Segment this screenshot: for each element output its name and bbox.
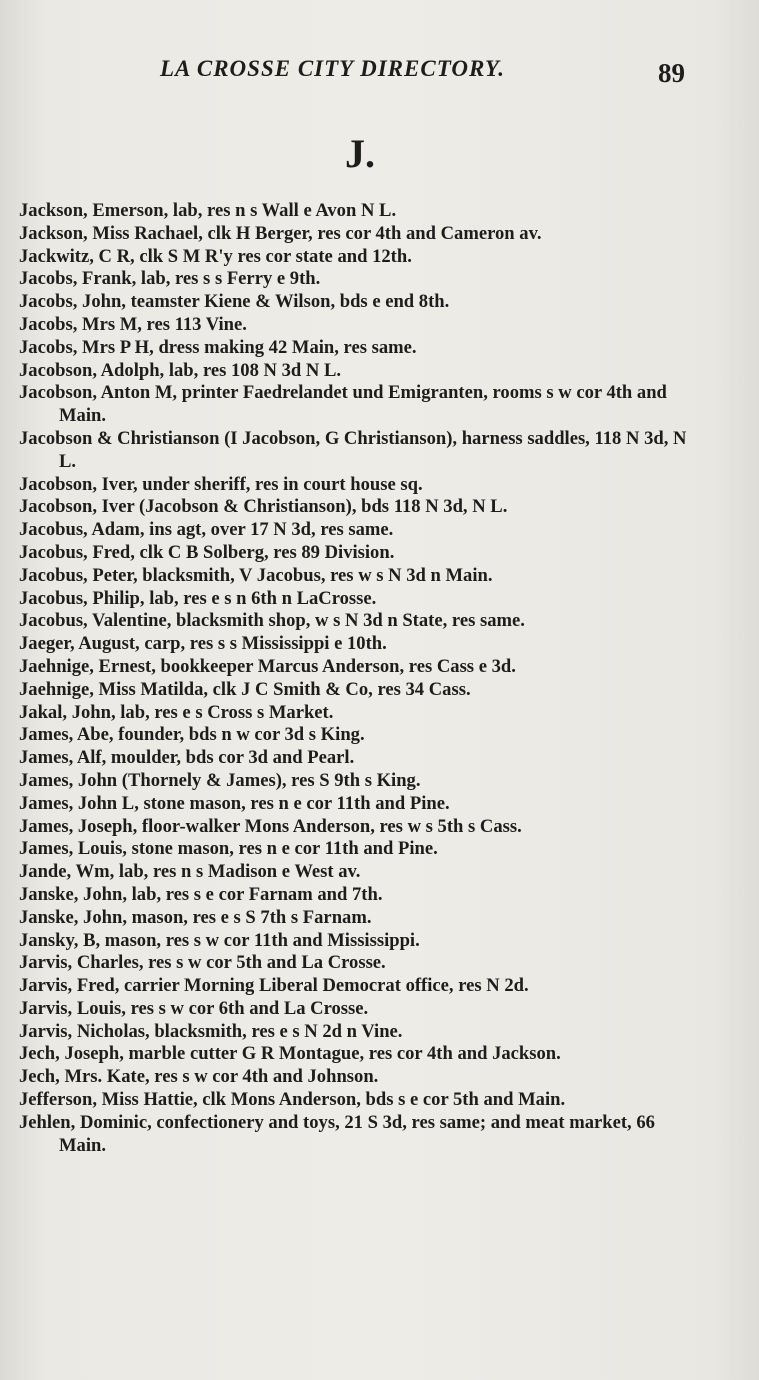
directory-entry: Jacobson, Adolph, lab, res 108 N 3d N L.	[19, 359, 342, 381]
directory-entry: Jarvis, Louis, res s w cor 6th and La Crosse.	[19, 997, 369, 1019]
directory-entry: James, Abe, founder, bds n w cor 3d s King.	[19, 724, 365, 746]
directory-entry: Jaeger, August, carp, res s s Mississippi e 10th.	[19, 633, 387, 655]
directory-entry: Jarvis, Nicholas, blacksmith, res e s N 2d n Vine.	[19, 1020, 403, 1042]
directory-entry: Jarvis, Fred, carrier Morning Liberal Democrat office, res N 2d.	[19, 975, 529, 997]
directory-entry: Jackwitz, C R, clk S M R'y res cor state and 12th.	[19, 245, 412, 267]
directory-entry: Jacobson, Iver (Jacobson & Christianson), bds 118 N 3d, N L.	[19, 496, 508, 518]
directory-entry: Jacobus, Fred, clk C B Solberg, res 89 Division.	[19, 541, 395, 563]
directory-entry: Jacobus, Philip, lab, res e s n 6th n LaCrosse.	[19, 587, 377, 609]
directory-entry: James, John L, stone mason, res n e cor 11th and Pine.	[19, 792, 450, 814]
directory-entry: Jefferson, Miss Hattie, clk Mons Anderson, bds s e cor 5th and Main.	[19, 1089, 566, 1111]
directory-entry: Jarvis, Charles, res s w cor 5th and La Crosse.	[19, 952, 386, 974]
directory-entry: Jacobson, Anton M, printer Faedrelandet und Emigranten, rooms s w cor 4th and Main.	[19, 382, 667, 427]
section-letter: J.	[345, 131, 375, 176]
page-header	[0, 56, 759, 92]
directory-entry: Jacobs, Frank, lab, res s s Ferry e 9th.	[19, 268, 321, 290]
directory-entry: Jacobus, Valentine, blacksmith shop, w s N 3d n State, res same.	[19, 610, 525, 632]
directory-entry: Jakal, John, lab, res e s Cross s Market.	[19, 701, 334, 723]
directory-entry: Janske, John, mason, res e s S 7th s Farnam.	[19, 906, 372, 928]
directory-entry: Jacobus, Peter, blacksmith, V Jacobus, res w s N 3d n Main.	[19, 564, 493, 586]
directory-entries	[19, 200, 694, 1157]
directory-entry: Jackson, Emerson, lab, res n s Wall e Avon N L.	[19, 200, 397, 221]
directory-entry: Jansky, B, mason, res s w cor 11th and Mississippi.	[19, 929, 420, 951]
directory-entry: Jaehnige, Miss Matilda, clk J C Smith & Co, res 34 Cass.	[19, 678, 471, 700]
directory-entry: Jacobs, Mrs P H, dress making 42 Main, res same.	[19, 336, 417, 358]
directory-entry: Jacobs, Mrs M, res 113 Vine.	[19, 313, 247, 335]
directory-entry: Jech, Mrs. Kate, res s w cor 4th and Johnson.	[19, 1066, 379, 1088]
directory-entry: Jackson, Miss Rachael, clk H Berger, res cor 4th and Cameron av.	[19, 222, 542, 244]
directory-entry: James, Joseph, floor-walker Mons Anderson, res w s 5th s Cass.	[19, 815, 522, 837]
directory-entry: Jaehnige, Ernest, bookkeeper Marcus Anderson, res Cass e 3d.	[19, 655, 516, 677]
directory-entry: Jehlen, Dominic, confectionery and toys, 21 S 3d, res same; and meat market, 66 Main.	[19, 1111, 655, 1156]
directory-entry: Jande, Wm, lab, res n s Madison e West av.	[19, 861, 361, 883]
directory-entry: Jacobson & Christianson (I Jacobson, G Christianson), harness saddles, 118 N 3d, N L.	[19, 427, 687, 472]
directory-entry: Jech, Joseph, marble cutter G R Montague, res cor 4th and Jackson.	[19, 1043, 561, 1065]
directory-entry: Jacobus, Adam, ins agt, over 17 N 3d, res same.	[19, 519, 394, 541]
directory-entry: Jacobs, John, teamster Kiene & Wilson, bds e end 8th.	[19, 291, 450, 313]
directory-entry: James, Alf, moulder, bds cor 3d and Pearl.	[19, 747, 355, 769]
directory-entry: James, John (Thornely & James), res S 9th s King.	[19, 769, 421, 791]
directory-entry: Janske, John, lab, res s e cor Farnam and 7th.	[19, 883, 383, 905]
directory-entry: James, Louis, stone mason, res n e cor 11th and Pine.	[19, 838, 438, 860]
page-number: 89	[658, 58, 685, 88]
running-title: LA CROSSE CITY DIRECTORY.	[160, 56, 505, 81]
directory-entry: Jacobson, Iver, under sheriff, res in court house sq.	[19, 473, 423, 495]
